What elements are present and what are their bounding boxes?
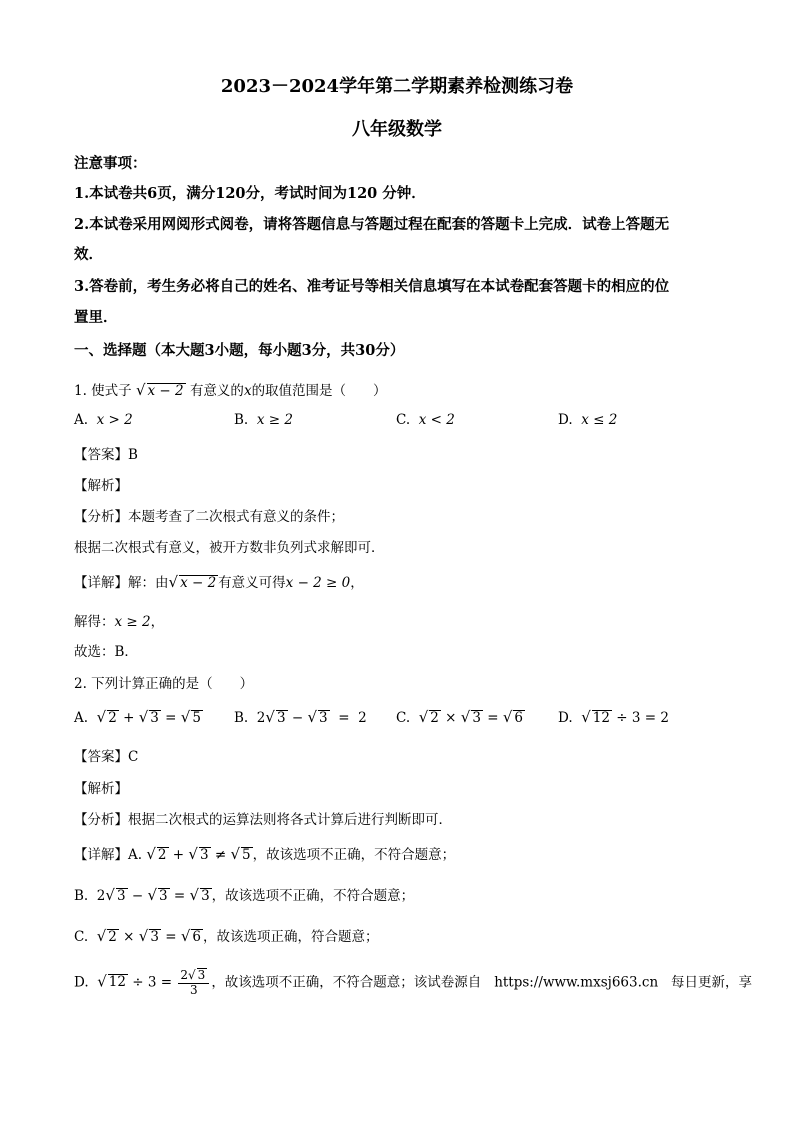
q2-fenxi: 【分析】根据二次根式的运算法则将各式计算后进行判断即可． — [74, 812, 452, 828]
note-2-line2: 效． — [74, 246, 103, 263]
q1-option-a: A. x > 2 — [74, 412, 133, 428]
q1-solve: 解得：x ≥ 2， — [74, 614, 165, 630]
q1-detail-radical: x − 2 — [180, 575, 217, 591]
q1-var: x — [243, 383, 252, 399]
q2-detail-d: D. √ 12 ÷ 3 = $\frac{2√ 3}{3}$ ，故该选项不正确，不符合题意；该试卷源自 https://www.mxsj663.cn 每日更新，享 — [74, 968, 753, 997]
q1-stem-suffix: 有意义的 — [189, 383, 244, 399]
q1-analysis-tag: 【解析】 — [74, 478, 128, 494]
page-subtitle: 八年级数学 — [352, 119, 442, 140]
q2-detail-b: B. 2√ 3 − √ 3 = √ 3 ，故该选项不正确，不符合题意； — [74, 886, 415, 904]
section-heading: 一、选择题（本大题3小题，每小题3分，共30分） — [74, 342, 405, 359]
q2-option-c: C. √ 2 × √ 3 = √ 6 — [396, 708, 524, 726]
note-1: 1.本试卷共6页，满分120分，考试时间为120 分钟． — [74, 185, 426, 202]
note-3-line1: 3.答卷前，考生务必将自己的姓名、准考证号等相关信息填写在本试卷配套答题卡的相应的位 — [74, 278, 670, 295]
q2-analysis-tag: 【解析】 — [74, 781, 128, 797]
q1-option-b: B. x ≥ 2 — [234, 412, 293, 428]
q2-option-a: A. √ 2 + √ 3 = √ 5 — [74, 708, 201, 726]
q2-option-b: B. 2√ 3 − √ 3 = 2 — [234, 708, 367, 726]
q1-fenxi-2: 根据二次根式有意义，被开方数非负列式求解即可． — [74, 540, 385, 556]
note-2-line1: 2.本试卷采用网阅形式阅卷，请将答题信息与答题过程在配套的答题卡上完成．试卷上答题无 — [74, 216, 670, 233]
question-2-stem: 2. 下列计算正确的是（ ） — [74, 676, 254, 692]
notes-heading: 注意事项： — [74, 155, 147, 172]
q1-answer: 【答案】B — [74, 447, 138, 463]
q1-option-d: D. x ≤ 2 — [558, 412, 618, 428]
q1-detail: 【详解】解：由√ x − 2 有意义可得x − 2 ≥ 0， — [74, 573, 364, 591]
note-3-line2: 置里． — [74, 309, 118, 326]
q1-fenxi: 【分析】本题考查了二次根式有意义的条件； — [74, 509, 344, 525]
q1-radical: x − 2 — [147, 383, 184, 399]
q1-stem-end: 的取值范围是（ ） — [251, 383, 387, 399]
q2-option-d: D. √ 12 ÷ 3 = 2 — [558, 708, 669, 726]
source-url[interactable]: https://www.mxsj663.cn — [494, 974, 659, 991]
question-1-stem: 1. 使式子 √ x − 2 有意义的x的取值范围是（ ） — [74, 381, 387, 399]
q2-answer: 【答案】C — [74, 749, 139, 765]
q1-choose: 故选：B． — [74, 644, 138, 660]
q2-detail-a: 【详解】A. √ 2 + √ 3 ≠ √ 5 ，故该选项不正确，不符合题意； — [74, 845, 456, 863]
q2-detail-c: C. √ 2 × √ 3 = √ 6 ，故该选项正确，符合题意； — [74, 927, 379, 945]
q1-stem-prefix: 1. 使式子 — [74, 383, 132, 399]
page-title: 2023－2024学年第二学期素养检测练习卷 — [220, 76, 574, 97]
q1-option-c: C. x < 2 — [396, 412, 455, 428]
